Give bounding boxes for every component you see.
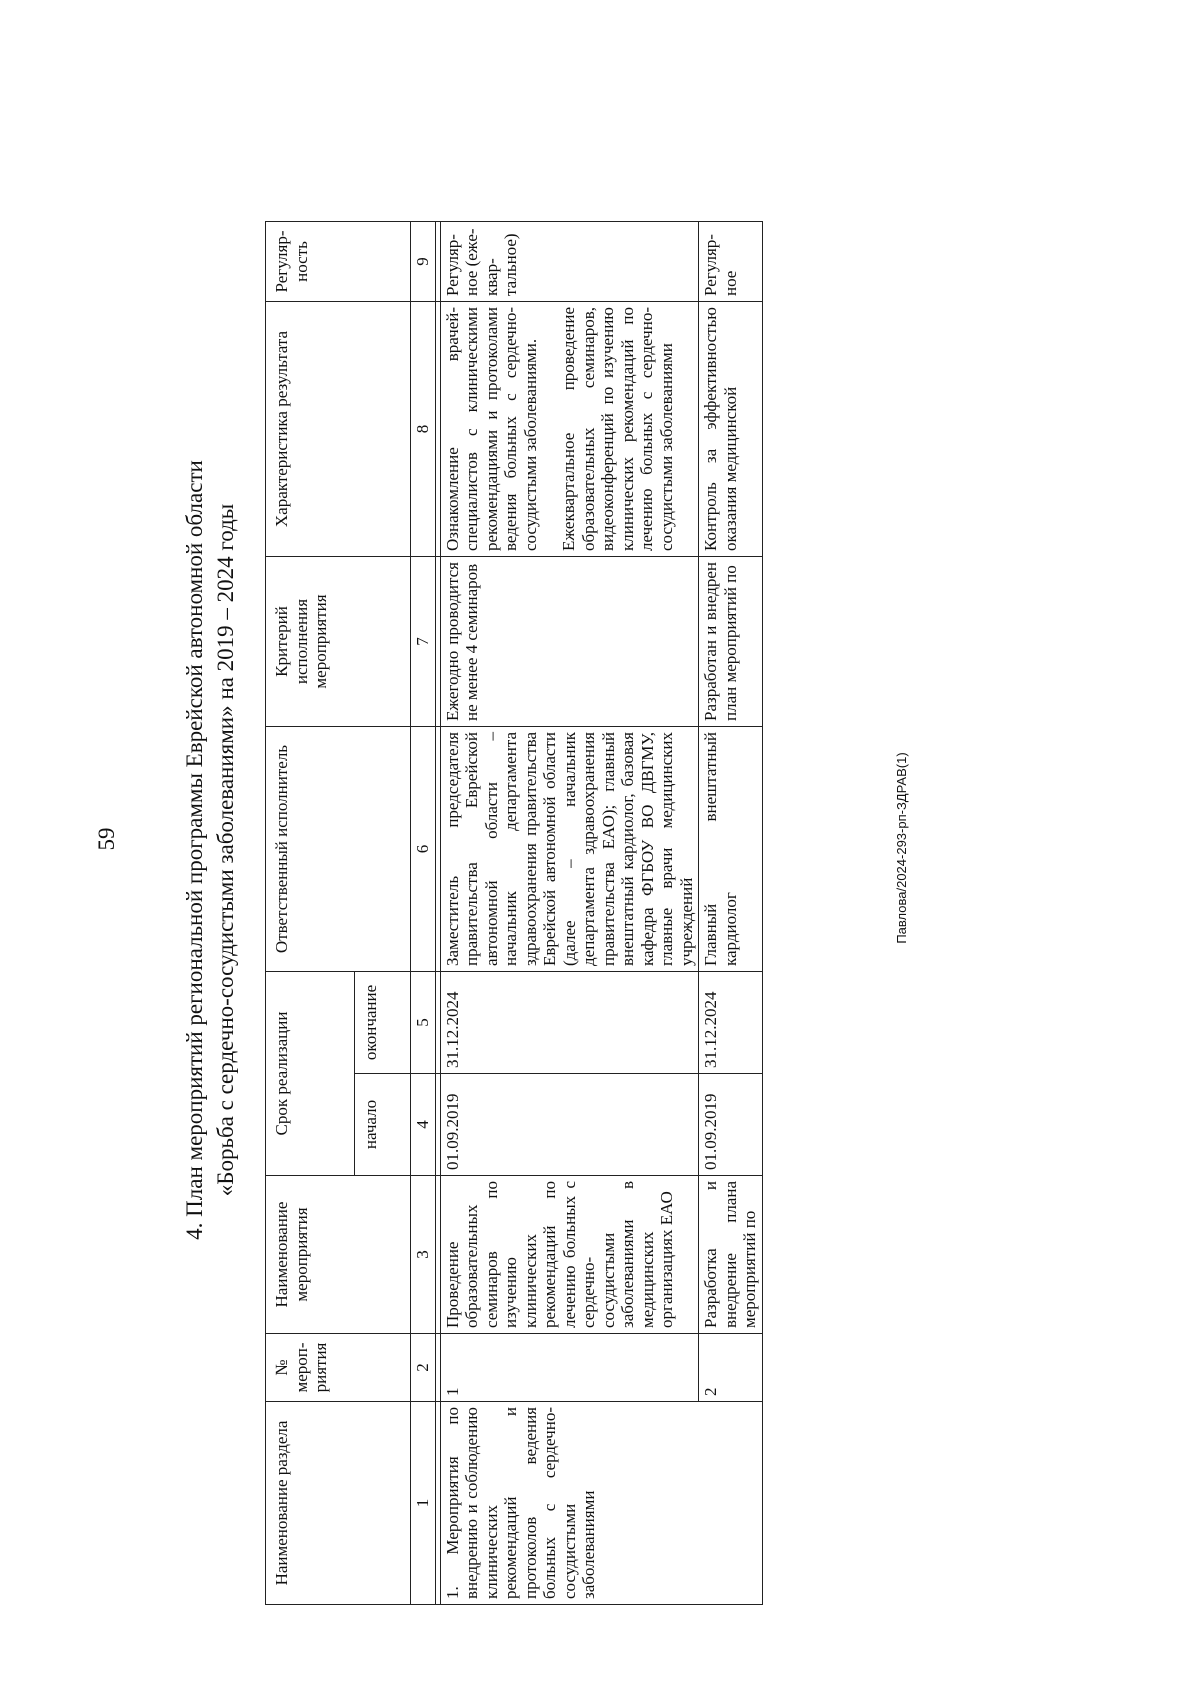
number-cell: 1 — [440, 1334, 699, 1402]
column-number: 5 — [411, 972, 436, 1074]
column-number: 9 — [411, 222, 436, 302]
regularity-cell: Регуляр-ное (еже-квар-тальное) — [440, 222, 699, 302]
header-number: № мероп-риятия — [266, 1334, 411, 1402]
header-term: Срок реализации — [266, 972, 355, 1176]
column-number: 7 — [411, 557, 436, 727]
result-paragraph: Ежеквартальное проведение образовательных семинаров, видеоконференций по изучению клинических рекомендаций по лечению больных с сердечно-сосудистыми заболеваниями — [559, 307, 676, 551]
result-cell — [440, 302, 699, 557]
rotated-page-content — [163, 60, 1073, 1640]
title-line-1: 4. План мероприятий региональной программы Еврейской автономной области — [182, 460, 207, 1240]
header-executor: Ответственный исполнитель — [266, 727, 411, 972]
header-end: окончание — [355, 972, 411, 1074]
regularity-cell: Регуляр-ное — [699, 222, 763, 302]
event-cell: Проведение образовательных семинаров по изучению клинических рекомендаций по лечению больных с сердечно-сосудистыми заболеваниями в медицинских организациях ЕАО — [440, 1176, 699, 1334]
number-cell: 2 — [699, 1334, 763, 1402]
column-number: 2 — [411, 1334, 436, 1402]
table-row — [699, 222, 763, 1605]
header-result: Характеристика результата — [266, 302, 411, 557]
start-date-cell: 01.09.2019 — [440, 1074, 699, 1176]
header-section: Наименование раздела — [266, 1402, 411, 1605]
section-cell: 1. Мероприятия по внедрению и соблюдению клинических рекомендаций и протоколов ведения больных с сердечно-сосудистыми заболеваниями — [440, 1402, 762, 1605]
start-date-cell: 01.09.2019 — [699, 1074, 763, 1176]
plan-table — [265, 221, 763, 1605]
executor-cell: Главный внештатный кардиолог — [699, 727, 763, 972]
result-cell: Контроль за эффективностью оказания медицинской — [699, 302, 763, 557]
end-date-cell: 31.12.2024 — [699, 972, 763, 1074]
column-number: 4 — [411, 1074, 436, 1176]
end-date-cell: 31.12.2024 — [440, 972, 699, 1074]
result-paragraph: Ознакомление врачей-специалистов с клиническими рекомендациями и протоколами ведения больных с сердечно-сосудистыми заболеваниями. — [442, 307, 540, 551]
document-code: Павлова/2024-293-рп-ЗДРАВ(1) — [894, 752, 909, 944]
header-event: Наименование мероприятия — [266, 1176, 411, 1334]
event-cell: Разработка и внедрение плана мероприятий по — [699, 1176, 763, 1334]
criterion-cell: Ежегодно проводится не менее 4 семинаров — [440, 557, 699, 727]
page-number: 59 — [94, 827, 119, 851]
header-regularity: Регуляр-ность — [266, 222, 411, 302]
column-number: 8 — [411, 302, 436, 557]
table-row — [440, 222, 699, 1605]
column-number: 6 — [411, 727, 436, 972]
header-start: начало — [355, 1074, 411, 1176]
document-title — [179, 60, 241, 1640]
criterion-cell: Разработан и внедрен план мероприятий по — [699, 557, 763, 727]
column-number: 3 — [411, 1176, 436, 1334]
header-row — [266, 222, 355, 1605]
column-number: 1 — [411, 1402, 436, 1605]
title-line-2: «Борьба с сердечно-сосудистыми заболеваниями» на 2019 – 2024 годы — [213, 503, 238, 1197]
header-criterion: Критерий исполнения мероприятия — [266, 557, 411, 727]
executor-cell: Заместитель председателя правительства Еврейской автономной области – начальник департамента здравоохранения правительства Еврейской автономной области (далее – начальник департамента здравоохранения правительства ЕАО); главный внештатный кардиолог, базовая кафедра ФГБОУ ВО ДВГМУ, главные врачи медицинских учреждений — [440, 727, 699, 972]
column-number-row — [411, 222, 436, 1605]
